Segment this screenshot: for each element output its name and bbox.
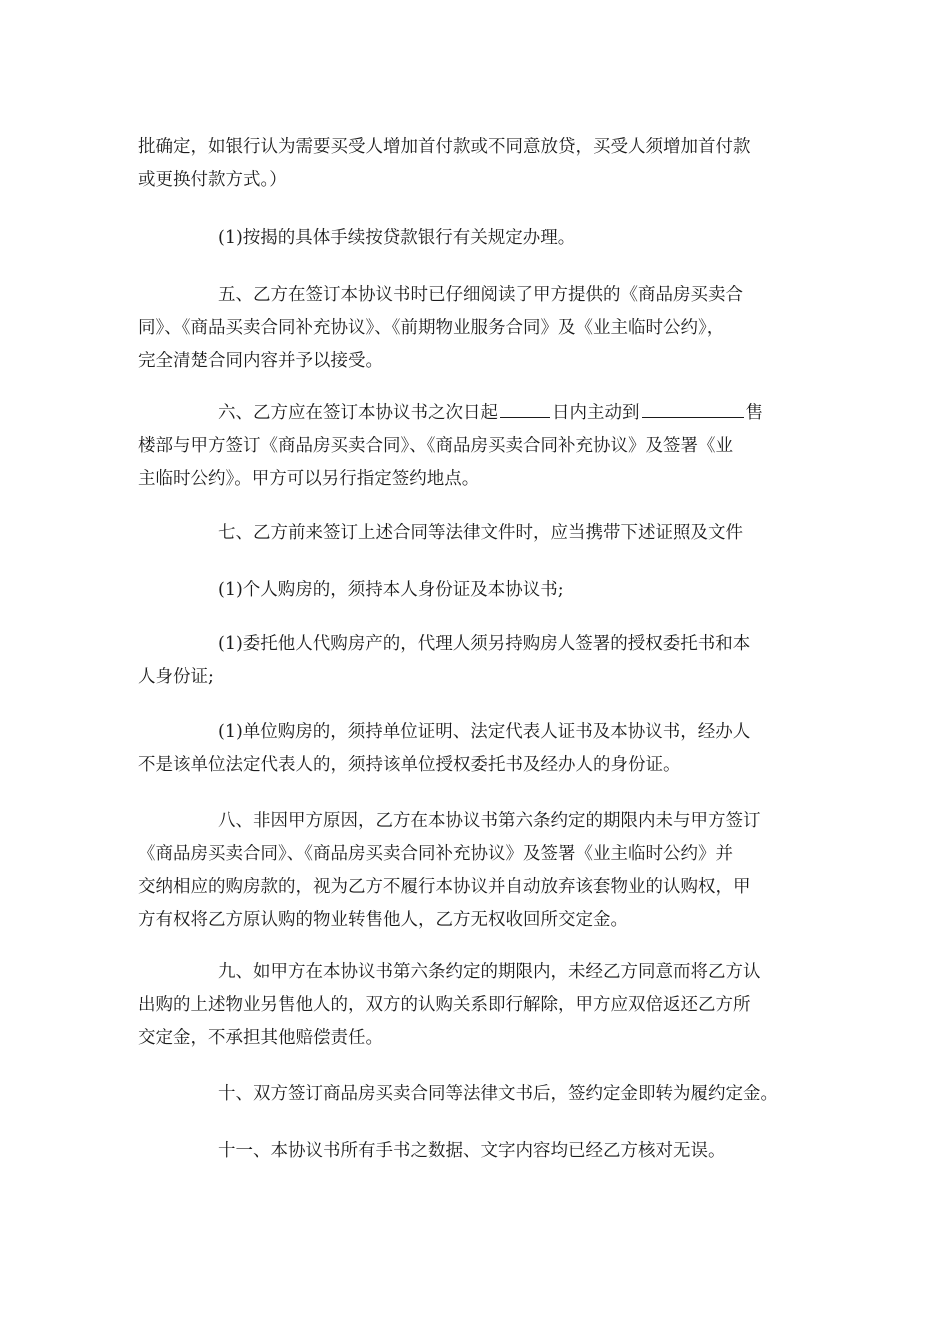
paragraph-clause-7-1 (138, 574, 828, 607)
paragraph-mortgage (138, 222, 828, 255)
paragraph-clause-5 (138, 279, 828, 378)
paragraph-clause-10 (138, 1078, 828, 1111)
text-line: 人身份证; (138, 667, 214, 687)
text-line: 出购的上述物业另售他人的，双方的认购关系即行解除，甲方应双倍返还乙方所 (138, 995, 751, 1015)
paragraph-clause-8 (138, 805, 828, 937)
text-line: 《商品房买卖合同》、《商品房买卖合同补充协议》及签署《业主临时公约》并 (138, 844, 733, 864)
paragraph-clause-9 (138, 956, 828, 1055)
paragraph-clause-11 (138, 1135, 828, 1168)
text-line: 七、乙方前来签订上述合同等法律文件时，应当携带下述证照及文件 (218, 523, 743, 543)
text-line-with-blanks (138, 397, 828, 430)
text-line: 批确定，如银行认为需要买受人增加首付款或不同意放贷，买受人须增加首付款 (138, 137, 751, 157)
text-line: 同》、《商品买卖合同补充协议》、《前期物业服务合同》及《业主临时公约》， (138, 318, 725, 338)
text-line: 八、非因甲方原因，乙方在本协议书第六条约定的期限内未与甲方签订 (218, 811, 761, 831)
text-line: (1)按揭的具体手续按贷款银行有关规定办理。 (218, 228, 576, 248)
text-line: 方有权将乙方原认购的物业转售他人，乙方无权收回所交定金。 (138, 910, 628, 930)
text-line: 交纳相应的购房款的，视为乙方不履行本协议并自动放弃该套物业的认购权，甲 (138, 877, 751, 897)
text-line: (1)单位购房的，须持单位证明、法定代表人证书及本协议书，经办人 (218, 722, 751, 742)
paragraph-clause-6 (138, 397, 828, 496)
text-line: 完全清楚合同内容并予以接受。 (138, 351, 383, 371)
location-blank-field[interactable] (642, 397, 744, 418)
text-line: 主临时公约》。甲方可以另行指定签约地点。 (138, 469, 480, 489)
text-line: 九、如甲方在本协议书第六条约定的期限内，未经乙方同意而将乙方认 (218, 962, 761, 982)
text-line: 十一、本协议书所有手书之数据、文字内容均已经乙方核对无误。 (218, 1141, 726, 1161)
text-line: 不是该单位法定代表人的，须持该单位授权委托书及经办人的身份证。 (138, 755, 681, 775)
text-fragment: 日内主动到 (552, 403, 640, 423)
text-line: 十、双方签订商品房买卖合同等法律文书后，签约定金即转为履约定金。 (218, 1084, 778, 1104)
text-line: 五、乙方在签订本协议书时已仔细阅读了甲方提供的《商品房买卖合 (218, 285, 743, 305)
text-fragment: 售 (745, 403, 763, 423)
text-line: (1)委托他人代购房产的，代理人须另持购房人签署的授权委托书和本 (218, 634, 751, 654)
text-line: (1)个人购房的，须持本人身份证及本协议书; (218, 580, 564, 600)
text-fragment: 六、乙方应在签订本协议书之次日起 (218, 403, 498, 423)
paragraph-clause-7-3 (138, 716, 828, 782)
text-line: 楼部与甲方签订《商品房买卖合同》、《商品房买卖合同补充协议》及签署《业 (138, 436, 733, 456)
text-line: 或更换付款方式。） (138, 170, 287, 190)
text-line: 交定金，不承担其他赔偿责任。 (138, 1028, 383, 1048)
days-blank-field[interactable] (500, 397, 550, 418)
paragraph-intro (138, 131, 828, 197)
paragraph-clause-7-2 (138, 628, 828, 694)
paragraph-clause-7 (138, 517, 828, 550)
